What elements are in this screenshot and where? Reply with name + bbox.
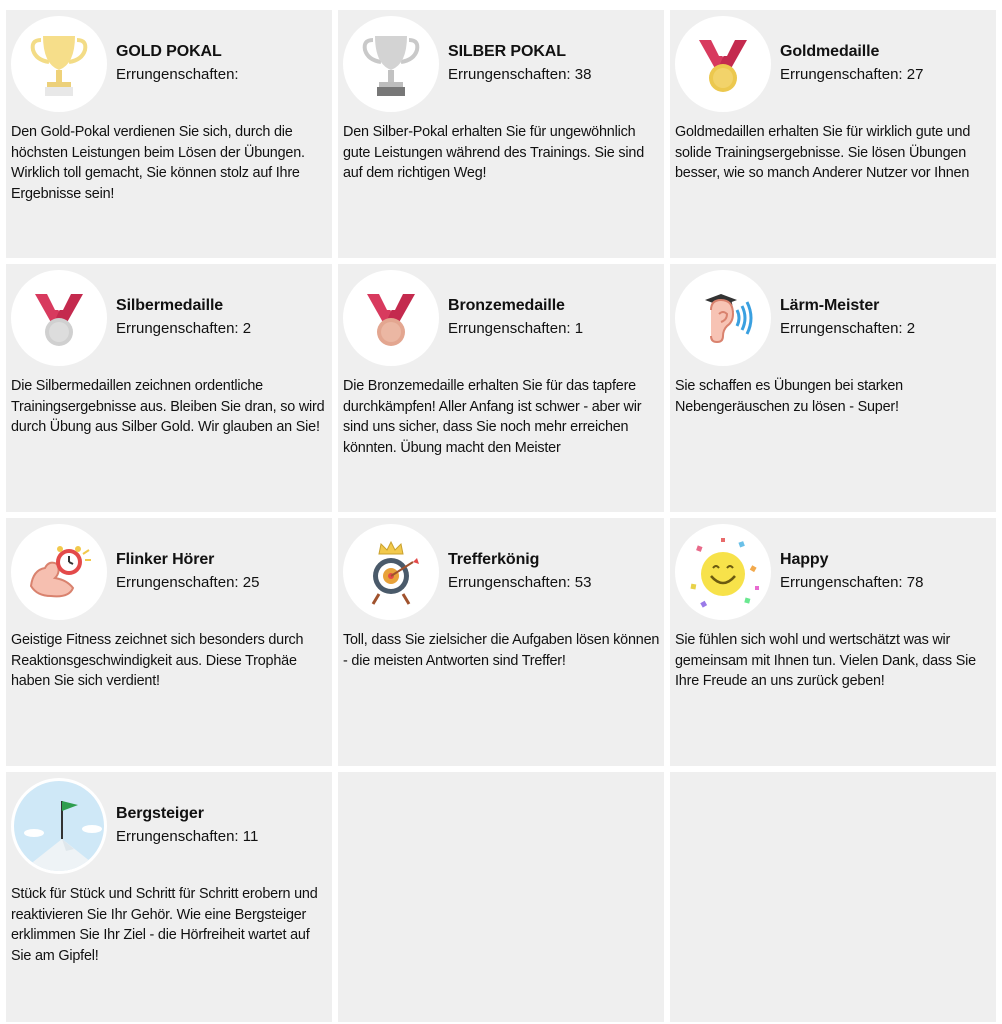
achievement-title: Trefferkönig	[448, 551, 540, 568]
achievements-grid	[6, 10, 998, 1022]
achievement-card-bronzemedaille[interactable]	[338, 264, 664, 512]
achievement-description: Goldmedaillen erhalten Sie für wirklich gute und solide Trainingsergebnisse. Sie lösen Übungen besser, wie so manch Anderer Nutzer vor Ihnen	[675, 124, 971, 182]
achievement-count: Errungenschaften: 2	[116, 320, 252, 337]
achievement-title: Bronzemedaille	[448, 297, 565, 314]
achievement-card-silber-pokal[interactable]	[338, 10, 664, 258]
achievement-title: GOLD POKAL	[116, 43, 222, 60]
gold-medal-icon	[675, 16, 771, 112]
achievement-count: Errungenschaften: 53	[448, 574, 592, 591]
achievement-count: Errungenschaften: 78	[780, 574, 924, 591]
muscle-alarm-clock-icon	[11, 524, 107, 620]
bronze-medal-icon	[343, 270, 439, 366]
achievement-count: Errungenschaften: 38	[448, 66, 592, 83]
achievement-title: SILBER POKAL	[448, 43, 566, 60]
silver-medal-icon	[11, 270, 107, 366]
silver-trophy-icon	[343, 16, 439, 112]
achievement-title: Flinker Hörer	[116, 551, 215, 568]
mountain-flag-icon	[11, 778, 107, 874]
happy-confetti-icon	[675, 524, 771, 620]
achievement-description: Geistige Fitness zeichnet sich besonders durch Reaktionsgeschwindigkeit aus. Diese Trophäe haben Sie sich verdient!	[11, 632, 304, 690]
achievement-card-gold-pokal[interactable]	[6, 10, 332, 258]
achievement-title: Silbermedaille	[116, 297, 224, 314]
achievement-count: Errungenschaften:	[116, 66, 239, 83]
achievement-description: Die Silbermedaillen zeichnen ordentliche Trainingsergebnisse aus. Bleiben Sie dran, so wird durch Übung aus Silber Gold. Wir glauben an Sie!	[11, 378, 325, 436]
achievement-count: Errungenschaften: 25	[116, 574, 260, 591]
achievement-card-laerm-meister[interactable]	[670, 264, 996, 512]
ear-graduate-icon	[675, 270, 771, 366]
achievement-card-trefferkoenig[interactable]	[338, 518, 664, 766]
gold-trophy-icon	[11, 16, 107, 112]
achievement-count: Errungenschaften: 11	[116, 828, 259, 845]
achievement-description: Die Bronzemedaille erhalten Sie für das tapfere durchkämpfen! Aller Anfang ist schwer - aber wir sind uns sicher, dass Sie noch mehr erreichen könnten. Übung macht den Meister	[343, 378, 642, 456]
achievement-description: Sie schaffen es Übungen bei starken Nebengeräuschen zu lösen - Super!	[675, 378, 903, 415]
achievement-card-silbermedaille[interactable]	[6, 264, 332, 512]
achievement-description: Den Silber-Pokal erhalten Sie für ungewöhnlich gute Leistungen während des Trainings. Sie sind auf dem richtigen Weg!	[343, 124, 645, 182]
achievement-description: Stück für Stück und Schritt für Schritt erobern und reaktivieren Sie Ihr Gehör. Wie eine Bergsteiger erklimmen Sie Ihr Ziel - die Hörfreiheit wartet auf Sie am Gipfel!	[11, 886, 318, 964]
achievement-card-flinker-hoerer[interactable]	[6, 518, 332, 766]
achievement-card-goldmedaille[interactable]	[670, 10, 996, 258]
achievement-card-happy[interactable]	[670, 518, 996, 766]
crowned-target-icon	[343, 524, 439, 620]
achievement-count: Errungenschaften: 27	[780, 66, 924, 83]
achievement-title: Bergsteiger	[116, 805, 204, 822]
achievement-title: Lärm-Meister	[780, 297, 880, 314]
achievement-count: Errungenschaften: 1	[448, 320, 584, 337]
achievement-description: Toll, dass Sie zielsicher die Aufgaben lösen können - die meisten Antworten sind Treffer!	[343, 632, 660, 669]
achievement-title: Goldmedaille	[780, 43, 880, 60]
empty-card	[338, 772, 664, 1022]
empty-card	[670, 772, 996, 1022]
achievement-description: Den Gold-Pokal verdienen Sie sich, durch die höchsten Leistungen beim Lösen der Übungen. Wirklich toll gemacht, Sie können stolz auf Ihre Ergebnisse sein!	[11, 124, 305, 202]
achievement-description: Sie fühlen sich wohl und wertschätzt was wir gemeinsam mit Ihnen tun. Vielen Dank, dass Sie Ihre Freude an uns zurück geben!	[675, 632, 976, 690]
achievement-title: Happy	[780, 551, 829, 568]
achievement-count: Errungenschaften: 2	[780, 320, 916, 337]
achievement-card-bergsteiger[interactable]	[6, 772, 332, 1022]
